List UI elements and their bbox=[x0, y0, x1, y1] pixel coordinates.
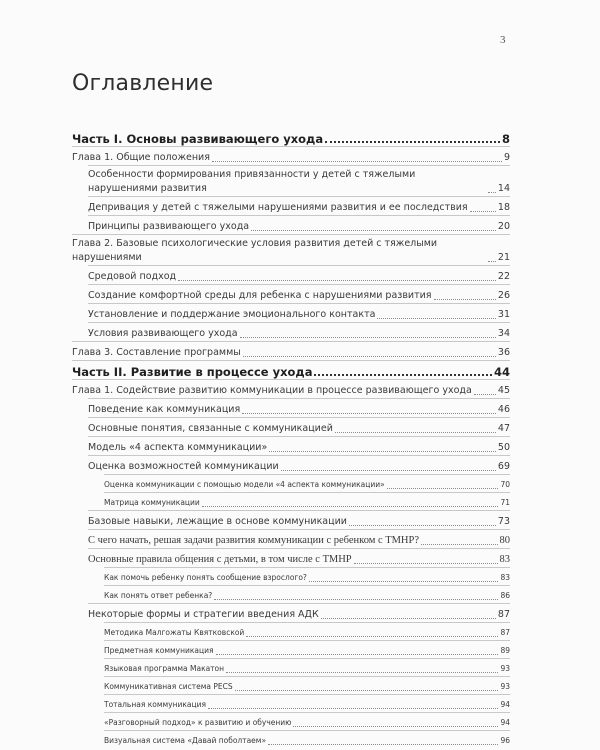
toc-entry-s1[interactable] bbox=[72, 604, 510, 622]
toc-entry-title: Глава 3. Составление программы bbox=[72, 347, 241, 358]
toc-entry-page: 44 bbox=[493, 365, 510, 379]
dot-leader bbox=[212, 161, 502, 162]
toc-entry-s1[interactable] bbox=[72, 399, 510, 417]
toc-entry-page: 94 bbox=[500, 718, 510, 727]
toc-entry-page: 34 bbox=[497, 328, 510, 339]
toc-entry-title: Глава 2. Базовые психологические условия развития детей с тяжелыми нарушениями bbox=[72, 238, 438, 263]
dot-leader bbox=[235, 690, 499, 691]
toc-entry-page: 8 bbox=[501, 132, 510, 146]
toc-entry-s2[interactable] bbox=[72, 493, 510, 510]
toc-entry-s1[interactable] bbox=[72, 437, 510, 455]
toc-entry-page: 9 bbox=[503, 152, 510, 163]
toc-entry-page: 21 bbox=[497, 252, 510, 263]
dot-leader bbox=[314, 374, 492, 376]
toc-entry-title: Глава 1. Содействие развитию коммуникации в процессе развивающего ухода bbox=[72, 385, 472, 396]
toc-entry-title: Матрица коммуникации bbox=[104, 498, 200, 507]
toc-entry-part[interactable] bbox=[72, 128, 510, 146]
dot-leader bbox=[281, 470, 496, 471]
dot-leader bbox=[434, 299, 496, 300]
dot-leader bbox=[325, 141, 500, 143]
dot-leader bbox=[208, 708, 498, 709]
toc-entry-page: 94 bbox=[500, 700, 510, 709]
toc-entry-title: Визуальная система «Давай поболтаем» bbox=[104, 736, 267, 745]
toc-entry-title: С чего начать, решая задачи развития коммуникации с ребенком с ТМНР? bbox=[88, 535, 419, 546]
dot-leader bbox=[474, 394, 496, 395]
toc-entry-s2[interactable] bbox=[72, 659, 510, 676]
toc-entry-s1[interactable] bbox=[72, 323, 510, 341]
dot-leader bbox=[354, 563, 498, 564]
toc-entry-s1[interactable] bbox=[72, 418, 510, 436]
toc-entry-title: Предметная коммуникация bbox=[104, 646, 214, 655]
toc-entry-page: 73 bbox=[497, 516, 510, 527]
toc-entry-title: Как помочь ребенку понять сообщение взрослого? bbox=[104, 573, 307, 582]
toc-entry-page: 45 bbox=[497, 385, 510, 396]
toc-entry-s2[interactable] bbox=[72, 677, 510, 694]
toc-entry-page: 70 bbox=[500, 480, 510, 489]
dot-leader bbox=[321, 618, 496, 619]
toc-entry-s2[interactable] bbox=[72, 713, 510, 730]
toc-entry-page: 86 bbox=[500, 591, 510, 600]
dot-leader bbox=[240, 337, 496, 338]
toc-entry-title: Глава 1. Общие положения bbox=[72, 152, 210, 163]
toc-entry-title: Основные понятия, связанные с коммуникацией bbox=[88, 423, 333, 434]
toc-entry-s1[interactable] bbox=[72, 166, 510, 196]
toc-entry-page: 50 bbox=[497, 442, 510, 453]
toc-entry-s1[interactable] bbox=[72, 530, 510, 548]
toc-entry-title: Особенности формирования привязанности у детей с тяжелыми нарушениями развития bbox=[88, 169, 416, 194]
toc-entry-s1[interactable] bbox=[72, 197, 510, 215]
toc-entry-s1[interactable] bbox=[72, 549, 510, 567]
toc-entry-title: Создание комфортной среды для ребенка с нарушениями развития bbox=[88, 290, 432, 301]
toc-entry-part[interactable] bbox=[72, 361, 510, 379]
toc-entry-title: Поведение как коммуникация bbox=[88, 404, 241, 415]
toc-entry-s2[interactable] bbox=[72, 695, 510, 712]
dot-leader bbox=[421, 544, 498, 545]
toc-entry-title: Базовые навыки, лежащие в основе коммуникации bbox=[88, 516, 347, 527]
dot-leader bbox=[216, 654, 499, 655]
dot-leader bbox=[470, 211, 496, 212]
dot-leader bbox=[377, 318, 495, 319]
toc-entry-ch[interactable] bbox=[72, 235, 510, 265]
toc-entry-s1[interactable] bbox=[72, 456, 510, 474]
toc-entry-title: Часть I. Основы развивающего ухода bbox=[72, 132, 324, 146]
toc-entry-page: 47 bbox=[497, 423, 510, 434]
toc-entry-s1[interactable] bbox=[72, 285, 510, 303]
toc-entry-page: 18 bbox=[497, 202, 510, 213]
toc-entry-page: 36 bbox=[497, 347, 510, 358]
dot-leader bbox=[242, 413, 496, 414]
toc-entry-page: 87 bbox=[500, 628, 510, 637]
toc-entry-s1[interactable] bbox=[72, 304, 510, 322]
toc-entry-page: 83 bbox=[499, 554, 510, 565]
toc-entry-s1[interactable] bbox=[72, 216, 510, 234]
dot-leader bbox=[202, 506, 499, 507]
toc-entry-page: 96 bbox=[500, 736, 510, 745]
dot-leader bbox=[243, 356, 496, 357]
toc-entry-page: 31 bbox=[497, 309, 510, 320]
toc-entry-title: Тотальная коммуникация bbox=[104, 700, 207, 709]
dot-leader bbox=[488, 261, 496, 262]
toc-entry-title: Оценка коммуникации с помощью модели «4 аспекта коммуникации» bbox=[104, 480, 385, 489]
dot-leader bbox=[293, 726, 498, 727]
toc-entry-title: Методика Малгожаты Квятковской bbox=[104, 628, 245, 637]
toc-entry-s2[interactable] bbox=[72, 568, 510, 585]
toc-entry-ch[interactable] bbox=[72, 380, 510, 398]
toc-entry-page: 14 bbox=[497, 183, 510, 194]
toc-entry-page: 26 bbox=[497, 290, 510, 301]
dot-leader bbox=[246, 636, 498, 637]
dot-leader bbox=[268, 744, 498, 745]
toc-entry-page: 69 bbox=[497, 461, 510, 472]
toc-entry-title: Оценка возможностей коммуникации bbox=[88, 461, 279, 472]
toc-entry-title: Некоторые формы и стратегии введения АДК bbox=[88, 609, 319, 620]
toc-entry-title: Принципы развивающего ухода bbox=[88, 221, 250, 232]
toc-entry-s1[interactable] bbox=[72, 511, 510, 529]
dot-leader bbox=[309, 581, 499, 582]
toc-entry-title: Языковая программа Макатон bbox=[104, 664, 225, 673]
dot-leader bbox=[214, 599, 498, 600]
dot-leader bbox=[488, 192, 496, 193]
toc-entry-title: Коммуникативная система PECS bbox=[104, 682, 233, 691]
toc-entry-page: 80 bbox=[499, 535, 510, 546]
toc-entry-title: Часть II. Развитие в процессе ухода bbox=[72, 365, 313, 379]
toc-entry-s2[interactable] bbox=[72, 586, 510, 603]
toc-entry-page: 46 bbox=[497, 404, 510, 415]
dot-leader bbox=[387, 488, 499, 489]
dot-leader bbox=[335, 432, 496, 433]
toc-entry-page: 87 bbox=[497, 609, 510, 620]
toc-entry-title: Депривация у детей с тяжелыми нарушениями развития и ее последствия bbox=[88, 202, 468, 213]
toc-entry-s2[interactable] bbox=[72, 731, 510, 748]
dot-leader bbox=[178, 280, 496, 281]
page-title: Оглавление bbox=[72, 70, 214, 96]
toc-entry-title: Установление и поддержание эмоционального контакта bbox=[88, 309, 376, 320]
toc-entry-s1[interactable] bbox=[72, 266, 510, 284]
toc-entry-page: 93 bbox=[500, 664, 510, 673]
toc-entry-ch[interactable] bbox=[72, 342, 510, 360]
toc-entry-s2[interactable] bbox=[72, 641, 510, 658]
toc-entry-page: 83 bbox=[500, 573, 510, 582]
toc-entry-page: 22 bbox=[497, 271, 510, 282]
dot-leader bbox=[251, 230, 496, 231]
toc-entry-title: Как понять ответ ребенка? bbox=[104, 591, 213, 600]
toc-entry-page: 20 bbox=[497, 221, 510, 232]
toc-entry-title: Основные правила общения с детьми, в том числе с ТМНР bbox=[88, 554, 352, 565]
dot-leader bbox=[269, 451, 496, 452]
toc-entry-page: 71 bbox=[500, 498, 510, 507]
toc-entry-ch[interactable] bbox=[72, 147, 510, 165]
dot-leader bbox=[226, 672, 498, 673]
page-number: 3 bbox=[500, 34, 506, 46]
toc-entry-title: «Разговорный подход» к развитию и обучению bbox=[104, 718, 292, 727]
toc-entry-title: Средовой подход bbox=[88, 271, 177, 282]
toc-entry-title: Условия развивающего ухода bbox=[88, 328, 238, 339]
dot-leader bbox=[349, 525, 496, 526]
toc-entry-page: 89 bbox=[500, 646, 510, 655]
toc-entry-s2[interactable] bbox=[72, 623, 510, 640]
toc-entry-title: Модель «4 аспекта коммуникации» bbox=[88, 442, 268, 453]
toc-entry-page: 93 bbox=[500, 682, 510, 691]
toc-entry-s2[interactable] bbox=[72, 475, 510, 492]
table-of-contents bbox=[72, 128, 510, 748]
